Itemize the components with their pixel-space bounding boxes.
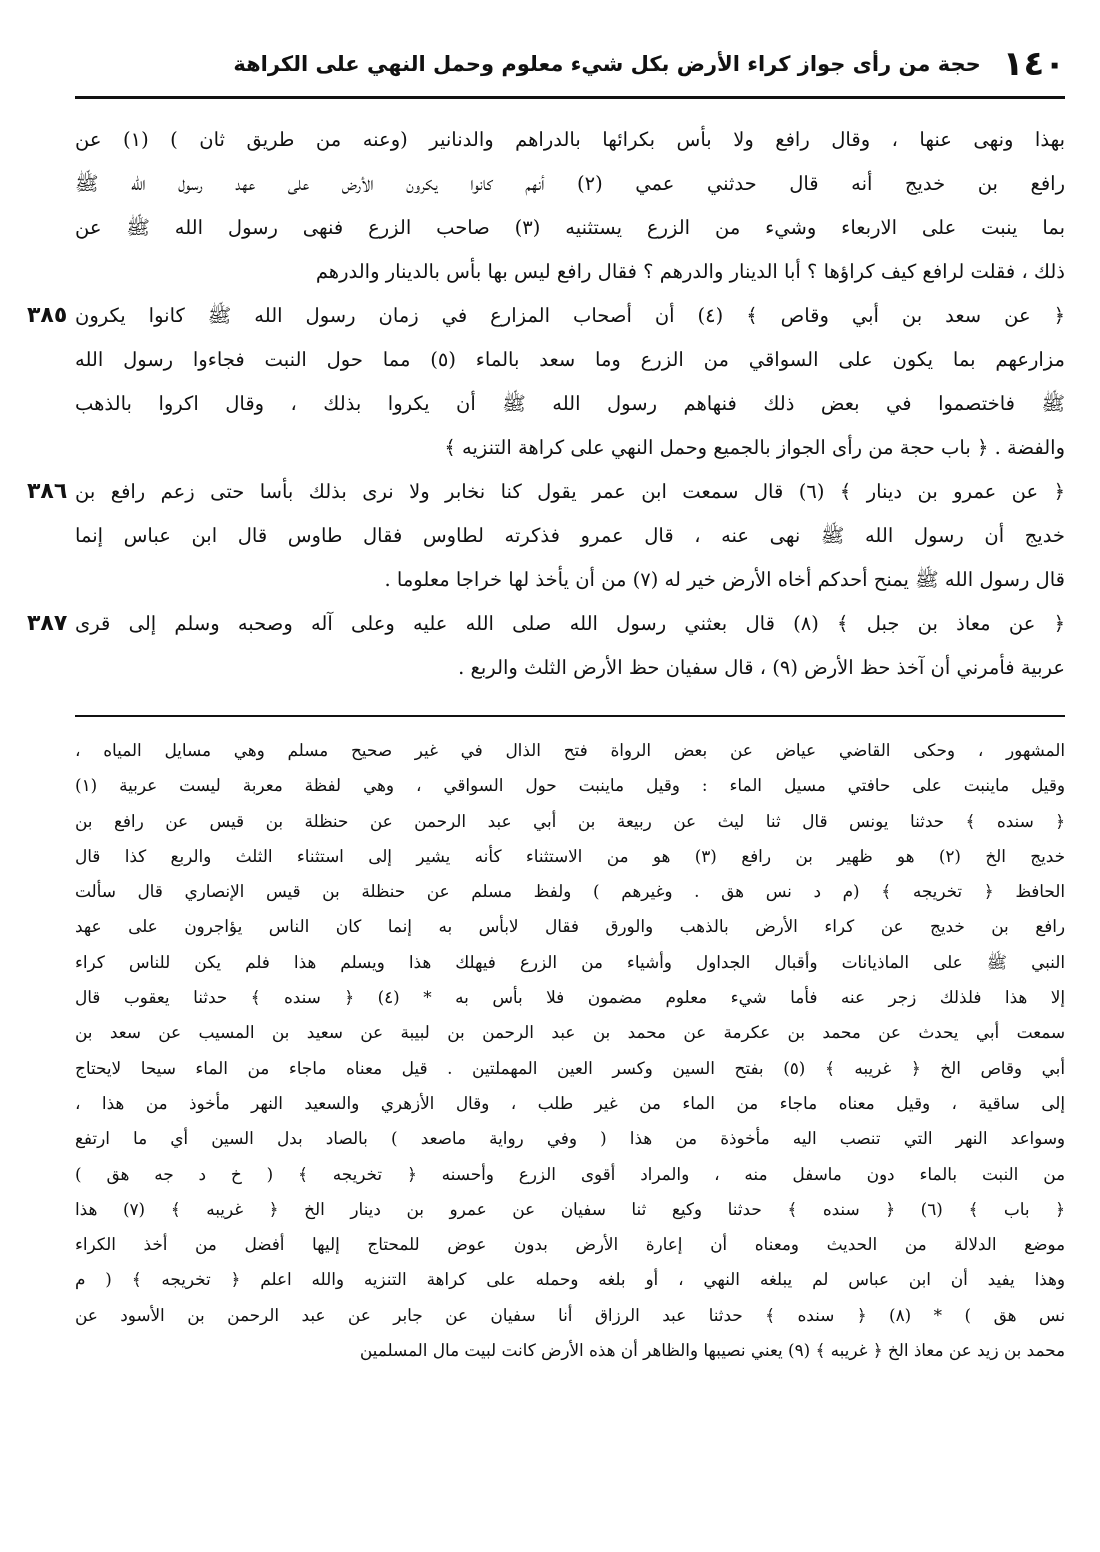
main-line: ﴿ عن سعد بن أبي وقاص ﴾ (٤) أن أصحاب المزارع في زمان رسول الله ﷺ كانوا يكرون	[75, 304, 1065, 327]
main-text	[27, 118, 1065, 690]
footnote-line: النبي ﷺ على الماذيانات وأقبال الجداول وأشياء من الزرع فيهلك هذا ويسلم هذا فلم يكن للناس كراء	[75, 951, 1065, 972]
footnote-line: إلى ساقية ، وقيل معناه ماجاء من الماء من غير طلب ، وقال الأزهري والسعيد النهر مأخوذ من هذا ،	[75, 1092, 1065, 1113]
main-line: عربية فأمرني أن آخذ حظ الأرض (٩) ، قال سفيان حظ الأرض الثلث والربع .	[458, 656, 1065, 679]
footnotes	[75, 733, 1065, 1368]
hadith-number: ٣٨٧	[27, 611, 68, 636]
footnote-line: خديج الخ (٢) هو ظهير بن رافع (٣) هو من الاستثناء كأنه يشير إلى استثناء الثلث والربع كذا قال	[75, 845, 1065, 866]
footnote-line: إلا هذا فلذلك زجر عنه فأما شيء معلوم مضمون فلا بأس به * (٤) ﴿ سنده ﴾ حدثنا يعقوب قال	[75, 987, 1065, 1008]
main-line: ذلك ، فقلت لرافع كيف كراؤها ؟ أبا الدينار والدرهم ؟ فقال رافع ليس بها بأس بالدينار والدرهم	[315, 260, 1065, 283]
page-header	[75, 40, 1065, 88]
main-line: بما ينبت على الاربعاء وشيء من الزرع يستثنيه (٣) صاحب الزرع فنهى رسول الله ﷺ عن	[75, 216, 1065, 239]
hadith-number: ٣٨٦	[27, 479, 68, 504]
main-line: قال رسول الله ﷺ يمنح أحدكم أخاه الأرض خير له (٧) من أن يأخذ لها خراجا معلوما .	[384, 568, 1065, 591]
header-rule	[75, 96, 1065, 99]
footnote-line: سمعت أبي يحدث عن محمد بن عكرمة عن محمد بن عبد الرحمن بن لبيبة عن سعيد بن المسيب عن سعد بن	[75, 1022, 1065, 1043]
footnote-line: وسواعد النهر التي تنصب اليه مأخوذة من هذا ( وفي رواية ماصعد ) بالصاد بدل السين أي ما ارتفع	[75, 1128, 1065, 1149]
main-line: ﷺ فاختصموا في بعض ذلك فنهاهم رسول الله ﷺ أن يكروا بذلك ، وقال اكروا بالذهب	[75, 392, 1065, 415]
main-line: مزارعهم بما يكون على السواقي من الزرع وما سعد بالماء (٥) مما حول النبت فجاءوا رسول الله	[75, 348, 1065, 371]
main-line: رافع بن خديج أنه قال حدثني عمي (٢) أنهم كانوا يكرون الأرض على عهد رسول الله ﷺ	[75, 172, 1065, 195]
running-title: حجة من رأى جواز كراء الأرض بكل شيء معلوم وحمل النهي على الكراهة	[233, 52, 981, 76]
main-line: خديج أن رسول الله ﷺ نهى عنه ، قال عمرو فذكرته لطاوس فقال طاوس قال ابن عباس إنما	[75, 524, 1065, 547]
footnote-line: وقيل ماينبت على حافتي مسيل الماء : وقيل ماينبت حول السواقي ، وهي لفظة معربة ليست عربية (١)	[75, 775, 1065, 796]
footnote-line: من النبت بالماء دون ماسفل منه ، والمراد أقوى الزرع وأحسنه ﴿ تخريجه ﴾ ( خ د جه هق )	[75, 1163, 1065, 1184]
page-number: ١٤٠	[1002, 44, 1065, 84]
footnote-line: أبي وقاص الخ ﴿ غريبه ﴾ (٥) بفتح السين وكسر العين المهملتين . قيل معناه ماجاء من الماء سيحا لايحتاج	[75, 1057, 1065, 1078]
footnote-line: موضع الدلالة من الحديث ومعناه أن إعارة الأرض بدون عوض للمحتاج إليها أفضل من أخذ الكراء	[75, 1234, 1065, 1255]
main-line: ﴿ عن معاذ بن جبل ﴾ (٨) قال بعثني رسول الله صلى الله عليه وعلى آله وصحبه وسلم إلى قرى	[75, 612, 1065, 635]
footnote-line: رافع بن خديج عن كراء الأرض بالذهب والورق فقال لابأس به إنما كان الناس يؤاجرون على عهد	[75, 916, 1065, 937]
footnote-separator	[75, 715, 1065, 717]
footnote-line: ﴿ سنده ﴾ حدثنا يونس قال ثنا ليث عن ربيعة بن أبي عبد الرحمن عن حنظلة بن قيس عن رافع بن	[75, 810, 1065, 831]
footnote-line: المشهور ، وحكى القاضي عياض عن بعض الرواة فتح الذال في غير صحيح مسلم وهي مسايل المياه ،	[75, 740, 1065, 760]
footnote-line: وهذا يفيد أن ابن عباس لم يبلغه النهي ، أو بلغه وحمله على كراهة التنزيه والله اعلم ﴿ تخريجه ﴾ ( م	[75, 1269, 1065, 1290]
footnote-line: محمد بن زيد عن معاذ الخ ﴿ غريبه ﴾ (٩) يعني نصيبها والظاهر أن هذه الأرض كانت لبيت مال المسلمين	[359, 1340, 1065, 1361]
footnote-line: نس هق ) * (٨) ﴿ سنده ﴾ حدثنا عبد الرزاق أنا سفيان عن جابر عن عبد الرحمن بن الأسود عن	[75, 1304, 1065, 1325]
main-line: ﴿ عن عمرو بن دينار ﴾ (٦) قال سمعت ابن عمر يقول كنا نخابر ولا نرى بذلك بأسا حتى زعم رافع بن	[75, 480, 1065, 503]
footnote-line: الحافظ ﴿ تخريجه ﴾ (م د نس هق . وغيرهم ) ولفظ مسلم عن حنظلة بن قيس الإنصاري قال سألت	[75, 881, 1065, 902]
main-line: بهذا ونهى عنها ، وقال رافع ولا بأس بكرائها بالدراهم والدنانير (وعنه من طريق ثان ) (١) عن	[75, 128, 1065, 151]
chapter-heading-line: والفضة . ﴿ باب حجة من رأى الجواز بالجميع وحمل النهي على كراهة التنزيه ﴾	[444, 436, 1065, 459]
hadith-number: ٣٨٥	[27, 303, 68, 328]
footnote-line: ﴿ باب ﴾ (٦) ﴿ سنده ﴾ حدثنا وكيع ثنا سفيان عن عمرو بن دينار الخ ﴿ غريبه ﴾ (٧) هذا	[75, 1198, 1065, 1219]
